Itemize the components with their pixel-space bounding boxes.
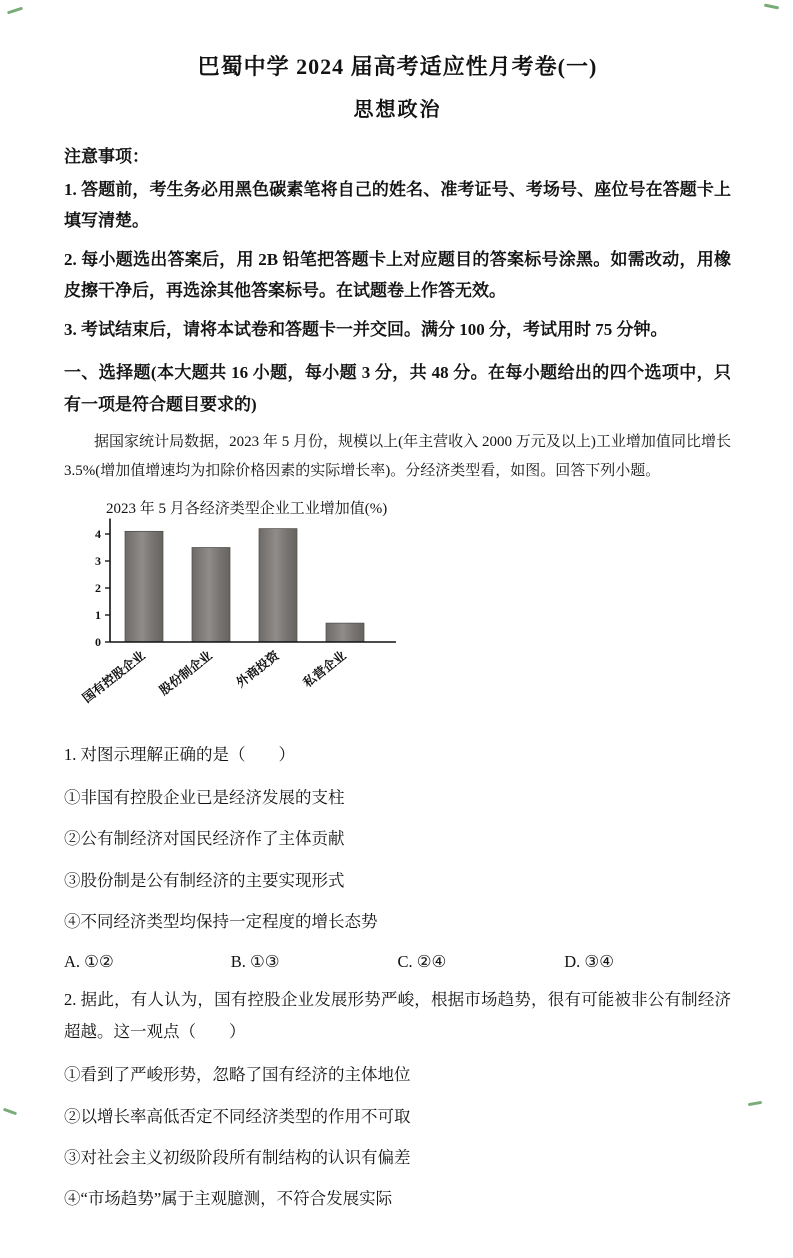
y-tick-label: 0 (95, 634, 101, 649)
question-group-intro: 据国家统计局数据，2023 年 5 月份，规模以上(年主营收入 2000 万元及以上)工业增加值同比增长 3.5%(增加值增速均为扣除价格因素的实际增长率)。分经济类型看，如图。回答下列小题。 (64, 434, 731, 480)
question-option: ①非国有控股企业已是经济发展的支柱 (64, 787, 345, 807)
y-tick-label: 3 (95, 553, 101, 568)
page-subtitle: 思想政治 (353, 99, 442, 121)
question-1 (64, 739, 731, 973)
bar (125, 531, 163, 642)
bar (192, 547, 230, 642)
notices-heading: 注意事项： (64, 147, 149, 166)
question-option: ①看到了严峻形势，忽略了国有经济的主体地位 (64, 1065, 411, 1085)
x-category-label: 外商投资 (233, 647, 282, 690)
bar-chart (76, 497, 731, 727)
chart-title: 2023 年 5 月各经济类型企业工业增加值(%) (106, 500, 388, 517)
question-option: ②公有制经济对国民经济作了主体贡献 (64, 829, 345, 849)
bar-chart-svg (76, 518, 396, 722)
notice-item: 3. 考试结束后，请将本试卷和答题卡一并交回。满分 100 分，考试用时 75 分钟。 (64, 319, 668, 339)
question-option: ④“市场趋势”属于主观臆测，不符合发展实际 (64, 1189, 393, 1209)
question-option: ④不同经济类型均保持一定程度的增长态势 (64, 912, 378, 932)
answer-choices-row (64, 952, 731, 972)
question-option: ②以增长率高低否定不同经济类型的作用不可取 (64, 1106, 411, 1126)
question-2 (64, 984, 731, 1212)
x-category-label: 国有控股企业 (80, 647, 148, 706)
question-stem: 2. 据此，有人认为，国有控股企业发展形势严峻，根据市场趋势，很有可能被非公有制经济超越。这一观点（ ） (64, 990, 731, 1041)
y-tick-label: 2 (95, 580, 101, 595)
x-category-label: 私营企业 (300, 647, 349, 690)
choice-d: D. ③④ (564, 952, 614, 972)
notices-block (64, 142, 731, 345)
question-option: ③股份制是公有制经济的主要实现形式 (64, 870, 345, 890)
choice-a: A. ①② (64, 952, 114, 972)
choice-b: B. ①③ (230, 952, 280, 972)
y-tick-label: 1 (95, 607, 101, 622)
notice-item: 2. 每小题选出答案后，用 2B 铅笔把答题卡上对应题目的答案标号涂黑。如需改动，用橡皮擦干净后，再选涂其他答案标号。在试题卷上作答无效。 (64, 249, 731, 301)
question-option: ③对社会主义初级阶段所有制结构的认识有偏差 (64, 1147, 411, 1167)
bar (259, 528, 297, 641)
choice-c: C. ②④ (397, 952, 447, 972)
question-stem: 1. 对图示理解正确的是（ ） (64, 744, 295, 764)
x-category-label: 股份制企业 (156, 647, 215, 698)
page-title: 巴蜀中学 2024 届高考适应性月考卷(一) (197, 54, 598, 79)
section-heading: 一、选择题(本大题共 16 小题，每小题 3 分，共 48 分。在每小题给出的四个选项中，只有一项是符合题目要求的) (64, 363, 731, 414)
notice-item: 1. 答题前，考生务必用黑色碳素笔将自己的姓名、准考证号、考场号、座位号在答题卡上填写清楚。 (64, 180, 731, 231)
bar (326, 623, 364, 642)
y-tick-label: 4 (95, 526, 101, 541)
